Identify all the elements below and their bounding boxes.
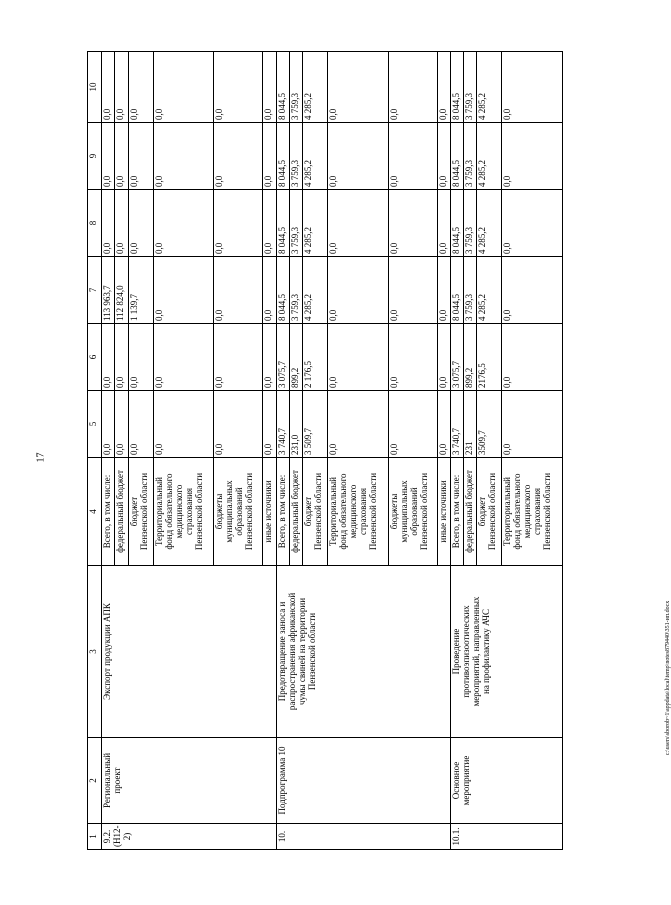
- amount-cell: 0,0: [128, 324, 153, 391]
- column-number-cell: 9: [88, 123, 102, 190]
- amount-cell: 3 759,3: [289, 190, 302, 257]
- amount-cell: 0,0: [263, 52, 276, 123]
- amount-cell: 0,0: [153, 257, 214, 324]
- column-number-cell: 3: [88, 566, 102, 738]
- amount-cell: 0,0: [327, 391, 388, 458]
- amount-cell: 8 044,5: [276, 257, 289, 324]
- amount-cell: 4 285,2: [302, 257, 327, 324]
- amount-cell: 0,0: [115, 324, 128, 391]
- amount-cell: 0,0: [153, 391, 214, 458]
- amount-cell: 4 285,2: [477, 190, 502, 257]
- amount-cell: 0,0: [263, 391, 276, 458]
- amount-cell: 0,0: [437, 391, 450, 458]
- funding-source-cell: федеральный бюджет: [115, 458, 128, 566]
- amount-cell: 0,0: [102, 190, 115, 257]
- column-number-cell: 10: [88, 52, 102, 123]
- funding-source-cell: Территориальный фонд обязательного медицинского страхования Пензенской области: [327, 458, 388, 566]
- amount-cell: 1 139,7: [128, 257, 153, 324]
- amount-cell: 0,0: [214, 52, 263, 123]
- amount-cell: 0,0: [153, 190, 214, 257]
- amount-cell: 3 075,7: [276, 324, 289, 391]
- amount-cell: 0,0: [327, 190, 388, 257]
- funding-source-cell: Территориальный фонд обязательного медицинского страхования Пензенской области: [153, 458, 214, 566]
- amount-cell: 0,0: [263, 324, 276, 391]
- item-number-cell: 9.2. (Н12-2): [102, 824, 276, 850]
- amount-cell: 0,0: [502, 391, 563, 458]
- amount-cell: 0,0: [388, 123, 437, 190]
- amount-cell: 0,0: [327, 257, 388, 324]
- amount-cell: 0,0: [128, 391, 153, 458]
- amount-cell: 0,0: [115, 52, 128, 123]
- amount-cell: 113 963,7: [102, 257, 115, 324]
- item-number-cell: 10.: [276, 824, 450, 850]
- amount-cell: 3 759,3: [289, 123, 302, 190]
- amount-cell: 8 044,5: [276, 52, 289, 123]
- amount-cell: 0,0: [214, 391, 263, 458]
- amount-cell: 0,0: [388, 52, 437, 123]
- amount-cell: 3 759,3: [463, 190, 476, 257]
- amount-cell: 8 044,5: [450, 190, 463, 257]
- column-number-cell: 4: [88, 458, 102, 566]
- funding-source-cell: бюджет Пензенской области: [128, 458, 153, 566]
- item-name-cell: Экспорт продукции АПК: [102, 566, 276, 738]
- amount-cell: 3 759,3: [289, 52, 302, 123]
- amount-cell: 0,0: [128, 123, 153, 190]
- amount-cell: 0,0: [102, 52, 115, 123]
- item-name-cell: Предотвращение заноса и распространения африканской чумы свиней на территории Пензенской области: [276, 566, 450, 738]
- funding-source-cell: бюджет Пензенской области: [302, 458, 327, 566]
- amount-cell: 3 740,7: [276, 391, 289, 458]
- budget-table: [87, 51, 563, 850]
- amount-cell: 0,0: [128, 52, 153, 123]
- header-row: [88, 52, 102, 850]
- amount-cell: 0,0: [153, 52, 214, 123]
- amount-cell: 0,0: [502, 52, 563, 123]
- amount-cell: 0,0: [437, 324, 450, 391]
- table-row: [450, 52, 463, 850]
- funding-source-cell: Территориальный фонд обязательного медицинского страхования Пензенской области: [502, 458, 563, 566]
- amount-cell: 4 285,2: [302, 190, 327, 257]
- amount-cell: 2 176,5: [302, 324, 327, 391]
- amount-cell: 4 285,2: [477, 257, 502, 324]
- column-number-cell: 6: [88, 324, 102, 391]
- column-number-cell: 5: [88, 391, 102, 458]
- amount-cell: 4 285,2: [477, 123, 502, 190]
- amount-cell: 0,0: [214, 123, 263, 190]
- amount-cell: 0,0: [115, 123, 128, 190]
- amount-cell: 0,0: [102, 391, 115, 458]
- amount-cell: 4 285,2: [477, 52, 502, 123]
- amount-cell: 4 285,2: [302, 52, 327, 123]
- amount-cell: 0,0: [437, 190, 450, 257]
- amount-cell: 0,0: [115, 190, 128, 257]
- column-number-cell: 1: [88, 824, 102, 850]
- amount-cell: 0,0: [437, 52, 450, 123]
- amount-cell: 0,0: [214, 324, 263, 391]
- budget-table-rotated: [87, 52, 563, 850]
- item-number-cell: 10.1.: [450, 824, 562, 850]
- funding-source-cell: бюджеты муниципальных образований Пензенской области: [214, 458, 263, 566]
- funding-source-cell: Всего, в том числе:: [450, 458, 463, 566]
- amount-cell: 231,0: [289, 391, 302, 458]
- funding-source-cell: Всего, в том числе:: [276, 458, 289, 566]
- amount-cell: 8 044,5: [450, 123, 463, 190]
- item-type-cell: Основное мероприятие: [450, 738, 562, 824]
- amount-cell: 8 044,5: [276, 123, 289, 190]
- page-number: 17: [35, 452, 47, 463]
- amount-cell: 0,0: [437, 257, 450, 324]
- amount-cell: 3 759,3: [463, 257, 476, 324]
- amount-cell: 0,0: [128, 190, 153, 257]
- amount-cell: 0,0: [263, 123, 276, 190]
- amount-cell: 0,0: [327, 52, 388, 123]
- item-name-cell: Проведение противоэпизоотических мероприятий, направленных на профилактику АЧС: [450, 566, 562, 738]
- amount-cell: 112 824,0: [115, 257, 128, 324]
- amount-cell: 0,0: [388, 391, 437, 458]
- amount-cell: 3509,7: [477, 391, 502, 458]
- amount-cell: 3 759,3: [289, 257, 302, 324]
- amount-cell: 0,0: [327, 123, 388, 190]
- amount-cell: 899,2: [463, 324, 476, 391]
- amount-cell: 0,0: [437, 123, 450, 190]
- funding-source-cell: федеральный бюджет: [289, 458, 302, 566]
- amount-cell: 0,0: [102, 324, 115, 391]
- column-number-cell: 7: [88, 257, 102, 324]
- amount-cell: 3 759,3: [463, 123, 476, 190]
- funding-source-cell: иные источники: [437, 458, 450, 566]
- item-type-cell: Региональный проект: [102, 738, 276, 824]
- amount-cell: 899,2: [289, 324, 302, 391]
- column-number-cell: 8: [88, 190, 102, 257]
- amount-cell: 0,0: [327, 324, 388, 391]
- amount-cell: 8 044,5: [276, 190, 289, 257]
- amount-cell: 231: [463, 391, 476, 458]
- funding-source-cell: бюджет Пензенской области: [477, 458, 502, 566]
- amount-cell: 4 285,2: [302, 123, 327, 190]
- table-row: [276, 52, 289, 850]
- amount-cell: 2176,5: [477, 324, 502, 391]
- amount-cell: 0,0: [153, 324, 214, 391]
- amount-cell: 0,0: [388, 257, 437, 324]
- amount-cell: 0,0: [263, 257, 276, 324]
- amount-cell: 0,0: [502, 123, 563, 190]
- amount-cell: 0,0: [214, 257, 263, 324]
- funding-source-cell: бюджеты муниципальных образований Пензенской области: [388, 458, 437, 566]
- amount-cell: 3 075,7: [450, 324, 463, 391]
- item-type-cell: Подпрограмма 10: [276, 738, 450, 824]
- amount-cell: 8 044,5: [450, 52, 463, 123]
- amount-cell: 0,0: [502, 324, 563, 391]
- amount-cell: 0,0: [502, 190, 563, 257]
- column-number-cell: 2: [88, 738, 102, 824]
- amount-cell: 3 740,7: [450, 391, 463, 458]
- file-path-footer: c:\users\sborob~1\appdata\local\temp\notes879440\351-ип.docx: [665, 600, 671, 756]
- amount-cell: 0,0: [388, 190, 437, 257]
- table-row: [102, 52, 115, 850]
- amount-cell: 3 759,3: [463, 52, 476, 123]
- amount-cell: 0,0: [388, 324, 437, 391]
- amount-cell: 0,0: [214, 190, 263, 257]
- funding-source-cell: иные источники: [263, 458, 276, 566]
- amount-cell: 0,0: [115, 391, 128, 458]
- amount-cell: 0,0: [153, 123, 214, 190]
- funding-source-cell: федеральный бюджет: [463, 458, 476, 566]
- amount-cell: 0,0: [102, 123, 115, 190]
- amount-cell: 3 509,7: [302, 391, 327, 458]
- amount-cell: 8 044,5: [450, 257, 463, 324]
- amount-cell: 0,0: [502, 257, 563, 324]
- funding-source-cell: Всего, в том числе:: [102, 458, 115, 566]
- amount-cell: 0,0: [263, 190, 276, 257]
